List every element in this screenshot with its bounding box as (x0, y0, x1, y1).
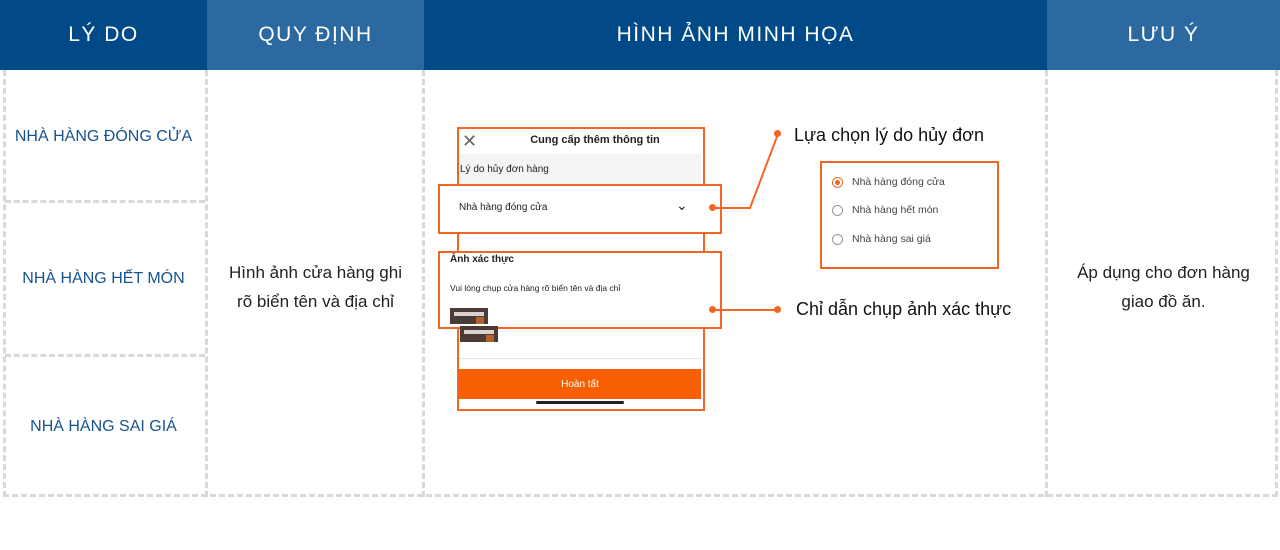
callout-dot (774, 306, 781, 313)
note-text (1047, 258, 1280, 316)
radio-icon[interactable] (832, 234, 843, 245)
note-line: giao đồ ăn. (1121, 292, 1206, 311)
storefront-photo-thumbnail[interactable] (460, 326, 498, 342)
close-icon[interactable]: ✕ (462, 131, 478, 151)
proof-photo-title: Ảnh xác thực (450, 254, 514, 265)
rule-line: Hình ảnh cửa hàng ghi (228, 263, 402, 282)
callout-photo-guide: Chỉ dẫn chụp ảnh xác thực (796, 299, 1012, 319)
radio-option-label: Nhà hàng đóng cửa (852, 176, 945, 188)
header-reason: LÝ DO (0, 0, 207, 70)
callout-choose-reason: Lựa chọn lý do hủy đơn (794, 125, 984, 145)
reason-out-of-stock: NHÀ HÀNG HẾT MÓN (22, 270, 185, 287)
header-illustration: HÌNH ẢNH MINH HỌA (424, 0, 1047, 70)
callout-dot (709, 204, 716, 211)
done-button[interactable]: Hoàn tất (459, 369, 701, 399)
chevron-down-icon[interactable]: ⌄ (676, 197, 688, 213)
note-line: Áp dụng cho đơn hàng (1077, 263, 1250, 282)
reason-wrong-price: NHÀ HÀNG SAI GIÁ (30, 418, 177, 435)
radio-option[interactable] (832, 204, 938, 216)
reason-restaurant-closed: NHÀ HÀNG ĐÓNG CỬA (14, 128, 193, 145)
cancel-reason-label: Lý do hủy đơn hàng (460, 164, 549, 175)
rule-text (207, 258, 424, 316)
proof-photo-description: Vui lòng chụp cửa hàng rõ biển tên và địa chỉ (450, 283, 621, 293)
table-border-bottom (3, 494, 1278, 497)
header-note: LƯU Ý (1047, 0, 1280, 70)
radio-option[interactable] (832, 233, 931, 245)
radio-option[interactable] (832, 176, 945, 188)
cancel-reason-selected-value: Nhà hàng đóng cửa (459, 202, 548, 213)
radio-icon[interactable] (832, 205, 843, 216)
rule-line: rõ biển tên và địa chỉ (237, 292, 394, 311)
divider (459, 358, 701, 359)
row-divider (5, 200, 205, 203)
dialog-title: Cung cấp thêm thông tin (530, 134, 660, 146)
radio-option-label: Nhà hàng hết món (852, 204, 939, 216)
callout-dot (709, 306, 716, 313)
row-divider (5, 354, 205, 357)
storefront-photo-thumbnail[interactable] (450, 308, 488, 324)
callout-dot (774, 130, 781, 137)
radio-option-label: Nhà hàng sai giá (852, 233, 931, 245)
home-indicator (536, 401, 624, 404)
header-rule: QUY ĐỊNH (207, 0, 424, 70)
radio-icon[interactable] (832, 177, 843, 188)
